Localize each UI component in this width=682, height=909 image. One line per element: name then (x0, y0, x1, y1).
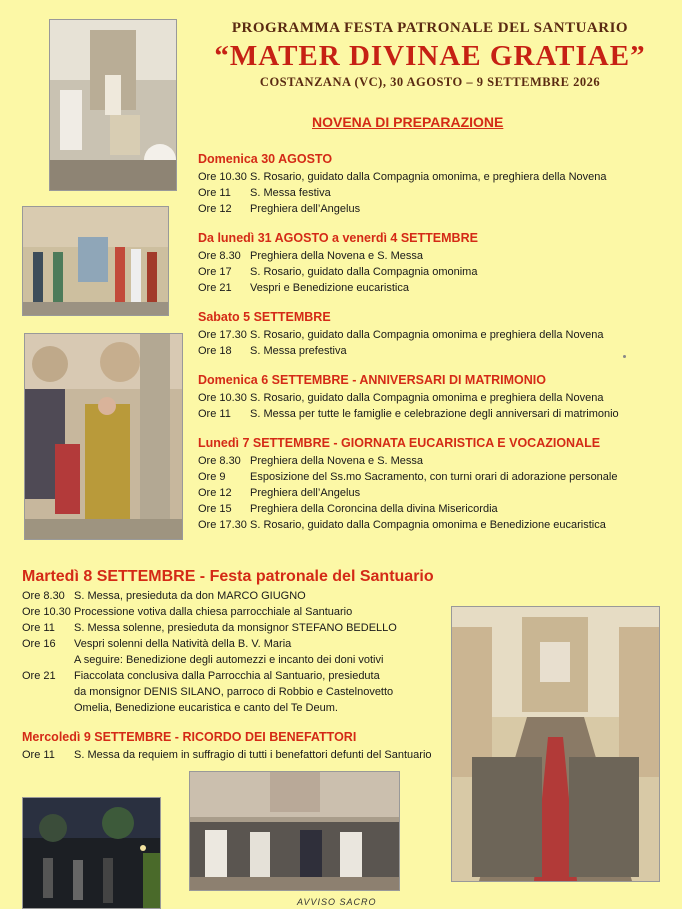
schedule-row (198, 264, 478, 280)
time: Ore 17.30 (198, 519, 247, 531)
night-torch-procession-photo (22, 797, 161, 909)
time: Ore 21 (22, 670, 56, 682)
schedule-row (198, 485, 617, 501)
time: Ore 11 (198, 187, 231, 199)
schedule-row (198, 248, 478, 264)
description: Fiaccolata conclusiva dalla Parrocchia al Santuario, presieduta (74, 670, 380, 682)
section-2 (198, 309, 603, 359)
schedule-row (22, 588, 434, 604)
description: S. Rosario, guidato dalla Compagnia omonima (250, 266, 478, 278)
speck (623, 355, 626, 358)
description: Preghiera dell’Angelus (250, 487, 361, 499)
novena-title: NOVENA DI PREPARAZIONE (312, 114, 504, 130)
section-1 (198, 230, 478, 296)
time: Ore 21 (198, 282, 232, 294)
schedule-row (22, 668, 434, 684)
time: Ore 8.30 (22, 590, 65, 602)
schedule-row (198, 327, 603, 343)
schedule-row (198, 406, 619, 422)
time: Ore 9 (198, 471, 226, 483)
schedule-row (22, 636, 434, 652)
place-and-dates: COSTANZANA (VC), 30 AGOSTO – 9 SETTEMBRE 2026 (259, 75, 601, 89)
poster-heading: PROGRAMMA FESTA PATRONALE DEL SANTUARIO (231, 20, 629, 36)
description: S. Messa prefestiva (250, 345, 347, 357)
description: S. Messa per tutte le famiglie e celebrazione degli anniversari di matrimonio (250, 408, 619, 420)
description: S. Rosario, guidato dalla Compagnia omonima, e preghiera della Novena (250, 171, 607, 183)
description: S. Rosario, guidato dalla Compagnia omonima e Benedizione eucaristica (250, 519, 606, 531)
schedule-row (22, 620, 434, 636)
schedule-row (198, 390, 619, 406)
description: Esposizione del Ss.mo Sacramento, con turni orari di adorazione personale (250, 471, 618, 483)
section-title: Domenica 30 AGOSTO (198, 152, 333, 166)
schedule-row (22, 684, 434, 700)
description: Vespri solenni della Natività della B. V. Maria (74, 638, 292, 650)
description: Preghiera della Novena e S. Messa (250, 455, 424, 467)
time: Ore 15 (198, 503, 232, 515)
section-0 (198, 151, 607, 217)
description: Vespri e Benedizione eucaristica (250, 282, 409, 294)
schedule-row (22, 652, 434, 668)
church-nave-photo (451, 606, 660, 882)
description: A seguire: Benedizione degli automezzi e incanto dei doni votivi (74, 654, 384, 666)
description: da monsignor DENIS SILANO, parroco di Robbio e Castelnovetto (74, 686, 394, 698)
time (22, 652, 74, 668)
description: S. Messa da requiem in suffragio di tutti i benefattori defunti del Santuario (74, 749, 432, 761)
time: Ore 17.30 (198, 329, 247, 341)
time (22, 684, 74, 700)
time (22, 700, 74, 716)
description: Preghiera della Novena e S. Messa (250, 250, 424, 262)
schedule-row (22, 604, 434, 620)
description: Preghiera dell’Angelus (250, 203, 361, 215)
schedule-row (198, 169, 607, 185)
section-title: Mercoledì 9 SETTEMBRE - RICORDO DEI BENEFATTORI (22, 730, 357, 744)
schedule-row (198, 185, 607, 201)
section-title: Sabato 5 SETTEMBRE (198, 310, 331, 324)
time: Ore 11 (198, 408, 231, 420)
schedule-row (198, 343, 603, 359)
footer-label: AVVISO SACRO (297, 897, 377, 907)
sanctuary-title: “MATER DIVINAE GRATIAE” (214, 40, 646, 72)
section-6 (22, 729, 432, 763)
schedule-row (198, 453, 617, 469)
time: Ore 10.30 (198, 171, 247, 183)
description: Processione votiva dalla chiesa parrocchiale al Santuario (74, 606, 353, 618)
schedule-row (198, 517, 617, 533)
schedule-row (198, 501, 617, 517)
description: S. Messa solenne, presieduta da monsignor STEFANO BEDELLO (74, 622, 397, 634)
time: Ore 11 (22, 622, 55, 634)
description: Omelia, Benedizione eucaristica e canto del Te Deum. (74, 702, 338, 714)
time: Ore 11 (22, 749, 55, 761)
description: S. Rosario, guidato dalla Compagnia omonima e preghiera della Novena (250, 329, 604, 341)
section-title: Martedì 8 SETTEMBRE - Festa patronale del Santuario (22, 568, 434, 585)
section-4 (198, 435, 617, 533)
procession-banner-photo (22, 206, 169, 316)
time: Ore 8.30 (198, 250, 241, 262)
time: Ore 18 (198, 345, 232, 357)
schedule-row (22, 700, 434, 716)
time: Ore 10.30 (198, 392, 247, 404)
section-3 (198, 372, 619, 422)
time: Ore 12 (198, 487, 232, 499)
time: Ore 8.30 (198, 455, 241, 467)
schedule-row (198, 201, 607, 217)
altar-statue-photo (49, 19, 177, 191)
section-title: Lunedì 7 SETTEMBRE - GIORNATA EUCARISTICA E VOCAZIONALE (198, 436, 601, 450)
priest-portico-photo (24, 333, 183, 540)
section-title: Da lunedì 31 AGOSTO a venerdì 4 SETTEMBRE (198, 231, 478, 245)
time: Ore 12 (198, 203, 232, 215)
description: S. Messa festiva (250, 187, 331, 199)
description: S. Rosario, guidato dalla Compagnia omonima e preghiera della Novena (250, 392, 604, 404)
time: Ore 17 (198, 266, 232, 278)
time: Ore 10.30 (22, 606, 71, 618)
section-title: Domenica 6 SETTEMBRE - ANNIVERSARI DI MATRIMONIO (198, 373, 546, 387)
schedule-row (198, 280, 478, 296)
time: Ore 16 (22, 638, 56, 650)
schedule-row (22, 747, 432, 763)
schedule-row (198, 469, 617, 485)
description: Preghiera della Coroncina della divina Misericordia (250, 503, 498, 515)
description: S. Messa, presieduta da don MARCO GIUGNO (74, 590, 306, 602)
section-5 (22, 566, 434, 716)
clergy-group-photo (189, 771, 400, 891)
